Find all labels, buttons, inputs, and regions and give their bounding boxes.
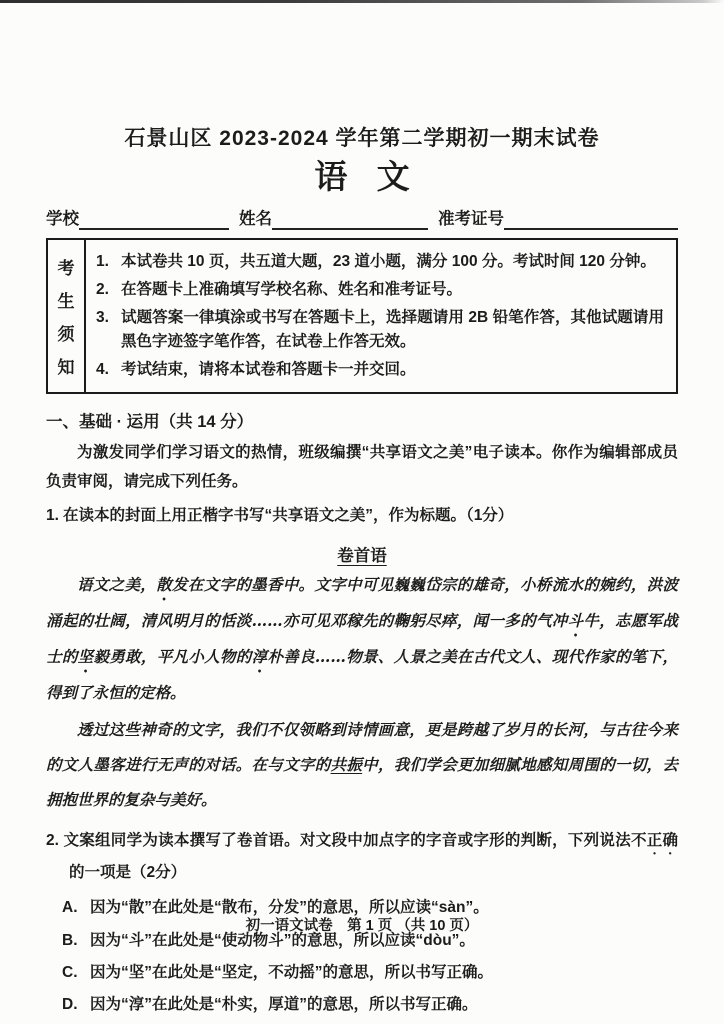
notice-item-number: 3. <box>96 308 109 326</box>
notice-item-text: 在答题卡上准确填写学校名称、姓名和准考证号。 <box>121 280 463 298</box>
notice-item-text: 本试卷共 10 页，共五道大题，23 道小题，满分 100 分。考试时间 120 分钟。 <box>121 252 656 270</box>
option-b-letter: B. <box>62 931 78 949</box>
school-blank <box>79 208 229 230</box>
name-blank <box>272 208 428 230</box>
notice-item-text: 试题答案一律填涂或书写在答题卡上，选择题请用 2B 铅笔作答，其他试题请用黑色字迹签字笔作答，在试卷上作答无效。 <box>121 308 664 350</box>
question-2-stem <box>46 826 678 887</box>
option-c <box>46 961 678 984</box>
notice-side-label <box>48 240 86 392</box>
school-label: 学校 <box>46 209 79 228</box>
notice-item-number: 1. <box>96 252 109 270</box>
intro-paragraph: 为激发同学们学习语文的热情，班级编撰“共享语文之美”电子读本。你作为编辑部成员负责审阅，请完成下列任务。 <box>46 444 678 491</box>
question-2-number: 2. <box>46 831 59 849</box>
notice-item <box>96 306 664 354</box>
foreword-paragraph-2: 透过这些神奇的文字，我们不仅领略到诗情画意，更是跨越了岁月的长河，与古往今来的文人墨客进行无声的对话。在与文字的共振中，我们学会更加细腻地感知周围的一切，去拥抱世界的复杂与美好。 <box>46 720 678 809</box>
scan-top-edge <box>0 0 724 3</box>
exam-header-title: 石景山区 2023-2024 学年第二学期初一期末试卷 <box>124 127 600 150</box>
option-d <box>46 993 678 1016</box>
option-d-letter: D. <box>62 996 78 1014</box>
notice-item <box>96 358 664 382</box>
page-footer: 初一语文试卷 第 1 页 （共 10 页） <box>245 918 479 934</box>
notice-side-char: 生 <box>57 291 75 311</box>
question-2-stem-text: 文案组同学为读本撰写了卷首语。对文段中加点字的字音或字形的判断，下列说法不正确的一项是（2分） <box>63 831 678 881</box>
student-info-row <box>46 205 678 230</box>
notice-side-char: 须 <box>57 324 75 344</box>
foreword-paragraph-1: 语文之美，散发在文字的墨香中。文字中可见巍巍岱宗的雄奇，小桥流水的婉约，洪波涌起的壮阔，清风明月的恬淡……亦可见邓稼先的鞠躬尽瘁，闻一多的气冲斗牛，志愿军战士的坚毅勇敢，平凡小人物的淳朴善良……物景、人景之美在古代文人、现代作家的笔下，得到了永恒的定格。 <box>46 575 678 703</box>
option-b-text: 因为“斗”在此处是“使动物斗”的意思，所以应读“dòu”。 <box>90 931 475 949</box>
option-c-text: 因为“坚”在此处是“坚定，不动摇”的意思，所以书写正确。 <box>90 963 494 981</box>
notice-list <box>86 240 676 392</box>
exam-id-blank <box>504 208 678 230</box>
task-1-text: 在读本的封面上用正楷字书写“共享语文之美”，作为标题。（1分） <box>62 506 514 524</box>
notice-item <box>96 250 664 274</box>
option-c-letter: C. <box>62 963 78 981</box>
option-d-text: 因为“淳”在此处是“朴实，厚道”的意思，所以书写正确。 <box>90 996 478 1014</box>
subject-title: 语 文 <box>314 158 420 195</box>
task-1 <box>46 501 678 530</box>
exam-id-label: 准考证号 <box>438 209 504 228</box>
option-a-text: 因为“散”在此处是“散布，分发”的意思，所以应读“sàn”。 <box>90 899 489 917</box>
option-a-letter: A. <box>62 899 78 917</box>
notice-item-number: 2. <box>96 280 109 298</box>
notice-side-char: 考 <box>57 258 75 278</box>
notice-item-text: 考试结束，请将本试卷和答题卡一并交回。 <box>121 361 416 378</box>
section-one-heading: 一、基础 · 运用（共 14 分） <box>46 413 254 432</box>
notice-item-number: 4. <box>96 361 109 378</box>
name-label: 姓名 <box>239 209 272 228</box>
notice-side-char: 知 <box>57 357 75 377</box>
foreword-title: 卷首语 <box>337 546 387 566</box>
notice-item <box>96 278 664 302</box>
page-content <box>0 122 724 1016</box>
notice-box <box>46 238 678 394</box>
task-1-number: 1. <box>46 506 59 524</box>
